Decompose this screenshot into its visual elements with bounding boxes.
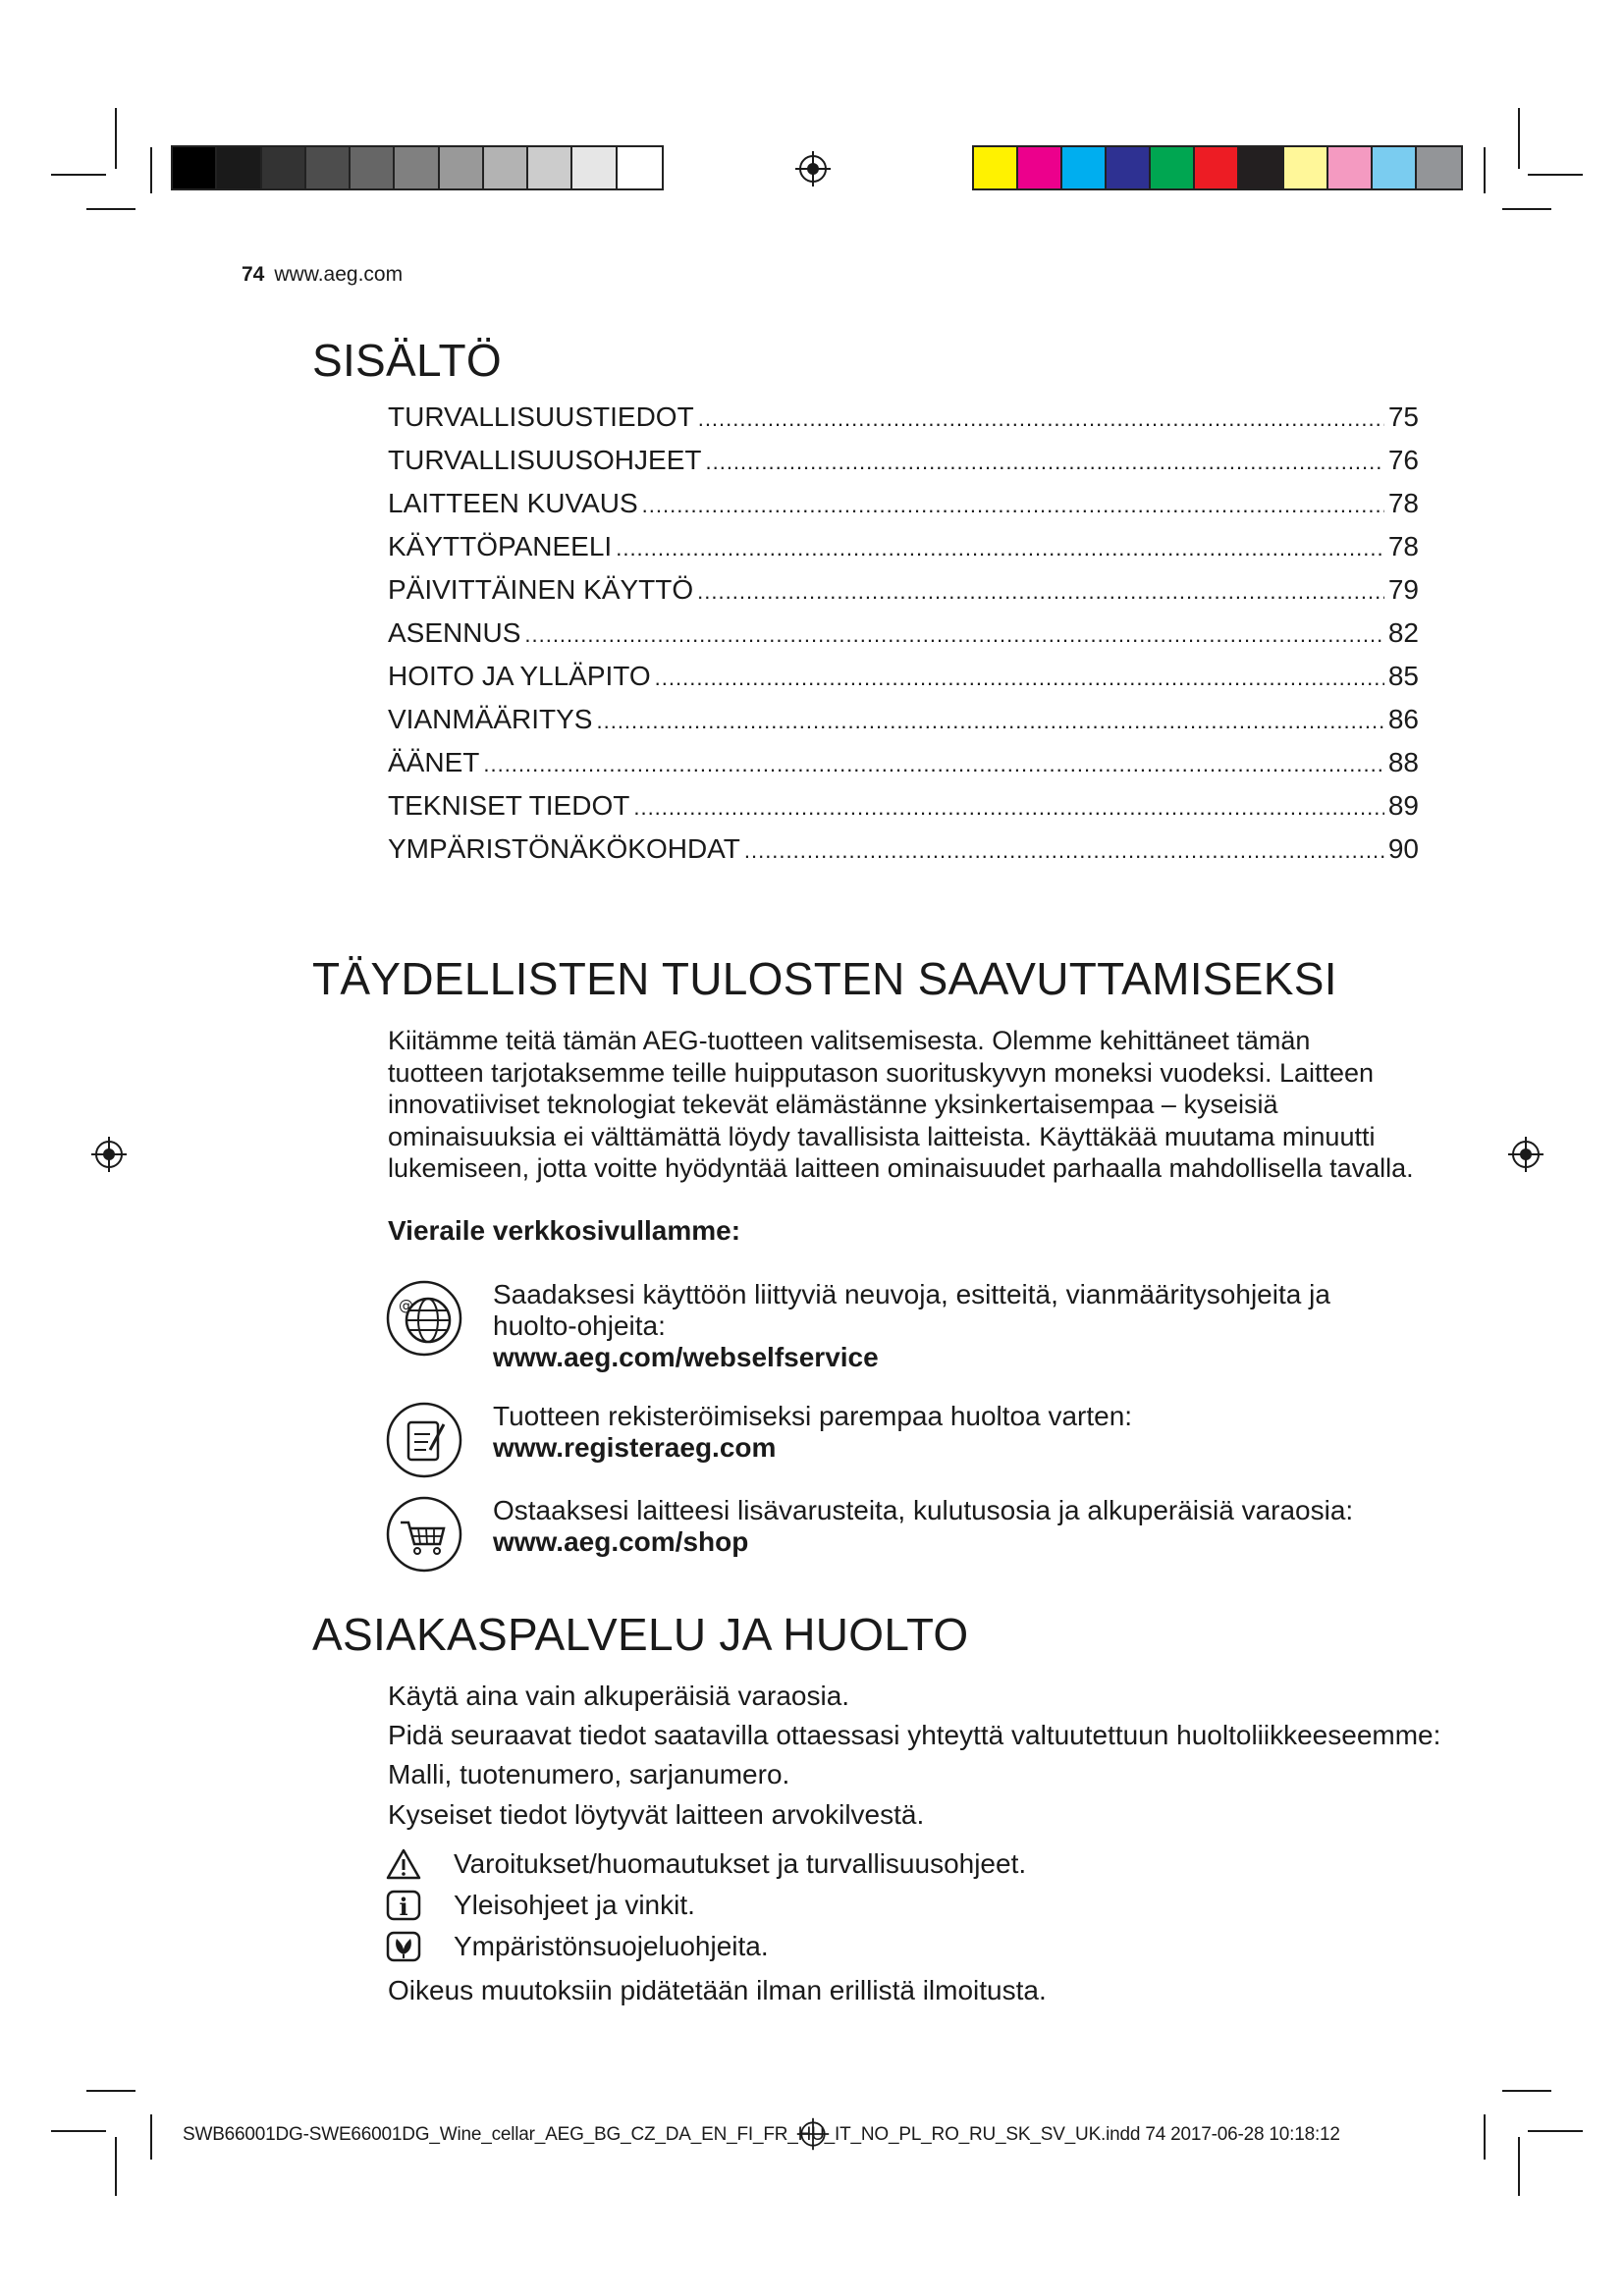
toc-entry[interactable]: [388, 401, 1419, 445]
crop-mark: [1528, 2130, 1583, 2132]
toc-leader-dots: [483, 752, 1383, 777]
registration-mark-icon: [793, 149, 833, 188]
crop-mark: [86, 208, 135, 210]
intro-paragraph: [388, 1025, 1478, 1185]
toc-entry-page: 89: [1387, 790, 1419, 821]
webselfservice-link[interactable]: www.aeg.com/webselfservice: [493, 1342, 879, 1372]
customer-care-line: Kyseiset tiedot löytyvät laitteen arvokilvestä.: [388, 1799, 925, 1830]
legend-warning: [385, 1846, 1026, 1882]
info-icon: [385, 1889, 422, 1922]
toc-entry[interactable]: [388, 747, 1419, 790]
color-swatch: [1328, 147, 1373, 188]
color-swatch: [351, 147, 395, 188]
crop-mark: [115, 2137, 117, 2196]
toc-entry[interactable]: [388, 488, 1419, 531]
toc-entry[interactable]: [388, 661, 1419, 704]
legend-text: Yleisohjeet ja vinkit.: [454, 1890, 695, 1920]
website-link[interactable]: www.aeg.com: [274, 263, 404, 286]
intro-line: innovatiiviset teknologiat tekevät elämästänne yksinkertaisempaa – kyseisiä: [388, 1090, 1278, 1119]
toc-entry-page: 85: [1387, 661, 1419, 691]
color-swatch: [1284, 147, 1328, 188]
crop-mark: [1484, 147, 1486, 193]
toc-entry-label: YMPÄRISTÖNÄKÖKOHDAT: [388, 833, 740, 864]
toc-entry-page: 82: [1387, 617, 1419, 648]
toc-entry-label: LAITTEEN KUVAUS: [388, 488, 638, 518]
customer-care-line: Malli, tuotenumero, sarjanumero.: [388, 1759, 790, 1789]
customer-care-line: Käytä aina vain alkuperäisiä varaosia.: [388, 1681, 850, 1711]
service-line: Saadaksesi käyttöön liittyviä neuvoja, esitteitä, vianmääritysohjeita ja: [493, 1279, 1330, 1309]
color-swatch: [173, 147, 217, 188]
toc-leader-dots: [697, 579, 1384, 605]
color-swatch: [1417, 147, 1461, 188]
legend-text: Ympäristönsuojeluohjeita.: [454, 1931, 769, 1961]
toc-leader-dots: [655, 666, 1384, 691]
toc-leader-dots: [705, 450, 1383, 475]
register-link[interactable]: www.registeraeg.com: [493, 1432, 777, 1463]
toc-leader-dots: [744, 838, 1384, 864]
color-swatch: [306, 147, 351, 188]
color-swatch: [484, 147, 528, 188]
color-swatch: [440, 147, 484, 188]
table-of-contents: [388, 401, 1419, 877]
toc-entry[interactable]: [388, 617, 1419, 661]
color-swatch: [1239, 147, 1283, 188]
crop-mark: [51, 2130, 106, 2132]
process-color-bar: [972, 145, 1463, 190]
customer-care-title: ASIAKASPALVELU JA HUOLTO: [312, 1609, 969, 1660]
color-swatch: [1151, 147, 1195, 188]
color-swatch: [974, 147, 1018, 188]
toc-entry[interactable]: [388, 531, 1419, 574]
toc-entry[interactable]: [388, 790, 1419, 833]
service-text: [493, 1401, 1514, 1464]
legend-text: Varoitukset/huomautukset ja turvallisuusohjeet.: [454, 1848, 1027, 1879]
toc-leader-dots: [642, 493, 1384, 518]
environment-icon: [385, 1930, 422, 1963]
service-text: [493, 1279, 1514, 1373]
print-file-info: SWB66001DG-SWE66001DG_Wine_cellar_AEG_BG_CZ_DA_EN_FI_FR_HU_IT_NO_PL_RO_RU_SK_SV_UK.indd 74 2017-06-28 10:18:12: [183, 2124, 1340, 2145]
toc-title: SISÄLTÖ: [312, 335, 502, 386]
toc-entry-page: 76: [1387, 445, 1419, 475]
toc-entry-page: 90: [1387, 833, 1419, 864]
toc-entry-label: VIANMÄÄRITYS: [388, 704, 593, 734]
grayscale-color-bar: [171, 145, 664, 190]
toc-entry-page: 88: [1387, 747, 1419, 777]
toc-leader-dots: [524, 622, 1383, 648]
toc-entry-label: ASENNUS: [388, 617, 521, 648]
toc-entry[interactable]: [388, 704, 1419, 747]
customer-care-line: Pidä seuraavat tiedot saatavilla ottaessasi yhteyttä valtuutettuun huoltoliikkeeseemme:: [388, 1720, 1441, 1750]
crop-mark: [1502, 2090, 1551, 2092]
toc-leader-dots: [616, 536, 1384, 561]
intro-line: tuotteen tarjotaksemme teille huipputason suorituskyvyn moneksi vuodeksi. Laitteen: [388, 1057, 1375, 1088]
toc-entry-page: 75: [1387, 401, 1419, 432]
color-swatch: [1373, 147, 1417, 188]
registration-mark-icon: [89, 1135, 129, 1174]
crop-mark: [86, 2090, 135, 2092]
crop-mark: [1518, 108, 1520, 169]
crop-mark: [150, 147, 152, 193]
color-swatch: [1062, 147, 1107, 188]
crop-mark: [115, 108, 117, 169]
color-swatch: [1107, 147, 1151, 188]
toc-entry-page: 79: [1387, 574, 1419, 605]
registration-form-icon: [385, 1401, 463, 1479]
shop-link[interactable]: www.aeg.com/shop: [493, 1526, 749, 1557]
color-swatch: [217, 147, 261, 188]
crop-mark: [1518, 2137, 1520, 2196]
page-header: [242, 263, 403, 287]
visit-website-title: Vieraile verkkosivullamme:: [388, 1215, 741, 1246]
legend-info: [385, 1888, 695, 1923]
warning-triangle-icon: [385, 1847, 422, 1881]
toc-leader-dots: [633, 795, 1384, 821]
registration-mark-icon: [1506, 1135, 1545, 1174]
crop-mark: [1528, 174, 1583, 176]
toc-entry-page: 78: [1387, 531, 1419, 561]
crop-mark: [150, 2114, 152, 2160]
svg-text:@: @: [399, 1297, 413, 1314]
crop-mark: [1502, 208, 1551, 210]
color-swatch: [1018, 147, 1062, 188]
web-globe-icon: [385, 1279, 463, 1358]
intro-line: lukemiseen, jotta voitte hyödyntää laitteen ominaisuudet parhaalla mahdollisella tavalla.: [388, 1153, 1414, 1183]
toc-entry-page: 86: [1387, 704, 1419, 734]
toc-leader-dots: [698, 406, 1384, 432]
page-number: 74: [242, 263, 265, 286]
color-swatch: [618, 147, 662, 188]
toc-entry[interactable]: [388, 445, 1419, 488]
toc-entry-page: 78: [1387, 488, 1419, 518]
toc-entry-label: PÄIVITTÄINEN KÄYTTÖ: [388, 574, 694, 605]
toc-entry-label: TEKNISET TIEDOT: [388, 790, 630, 821]
toc-entry-label: TURVALLISUUSTIEDOT: [388, 401, 694, 432]
best-results-title: TÄYDELLISTEN TULOSTEN SAAVUTTAMISEKSI: [312, 953, 1337, 1004]
toc-entry[interactable]: [388, 833, 1419, 877]
closing-note: Oikeus muutoksiin pidätetään ilman erillistä ilmoitusta.: [388, 1975, 1047, 2005]
color-swatch: [262, 147, 306, 188]
toc-entry[interactable]: [388, 574, 1419, 617]
svg-text:i: i: [399, 1893, 408, 1921]
service-line: Ostaaksesi laitteesi lisävarusteita, kulutusosia ja alkuperäisiä varaosia:: [493, 1495, 1354, 1525]
toc-entry-label: ÄÄNET: [388, 747, 480, 777]
toc-entry-label: TURVALLISUUSOHJEET: [388, 445, 702, 475]
crop-mark: [1484, 2114, 1486, 2160]
registration-mark-icon: [795, 2116, 831, 2152]
toc-entry-label: KÄYTTÖPANEELI: [388, 531, 613, 561]
color-swatch: [572, 147, 617, 188]
toc-leader-dots: [596, 709, 1383, 734]
service-text: [493, 1495, 1514, 1558]
color-swatch: [395, 147, 439, 188]
color-swatch: [528, 147, 572, 188]
service-line: Tuotteen rekisteröimiseksi parempaa huoltoa varten:: [493, 1401, 1133, 1431]
shopping-cart-icon: [385, 1495, 463, 1574]
service-line: huolto-ohjeita:: [493, 1310, 666, 1341]
intro-line: ominaisuuksia ei välttämättä löydy tavallisista laitteista. Käyttäkää muutama minuutti: [388, 1121, 1376, 1151]
color-swatch: [1195, 147, 1239, 188]
crop-mark: [51, 174, 106, 176]
toc-entry-label: HOITO JA YLLÄPITO: [388, 661, 651, 691]
intro-line: Kiitämme teitä tämän AEG-tuotteen valitsemisesta. Olemme kehittäneet tämän: [388, 1026, 1311, 1055]
legend-environment: [385, 1929, 769, 1964]
